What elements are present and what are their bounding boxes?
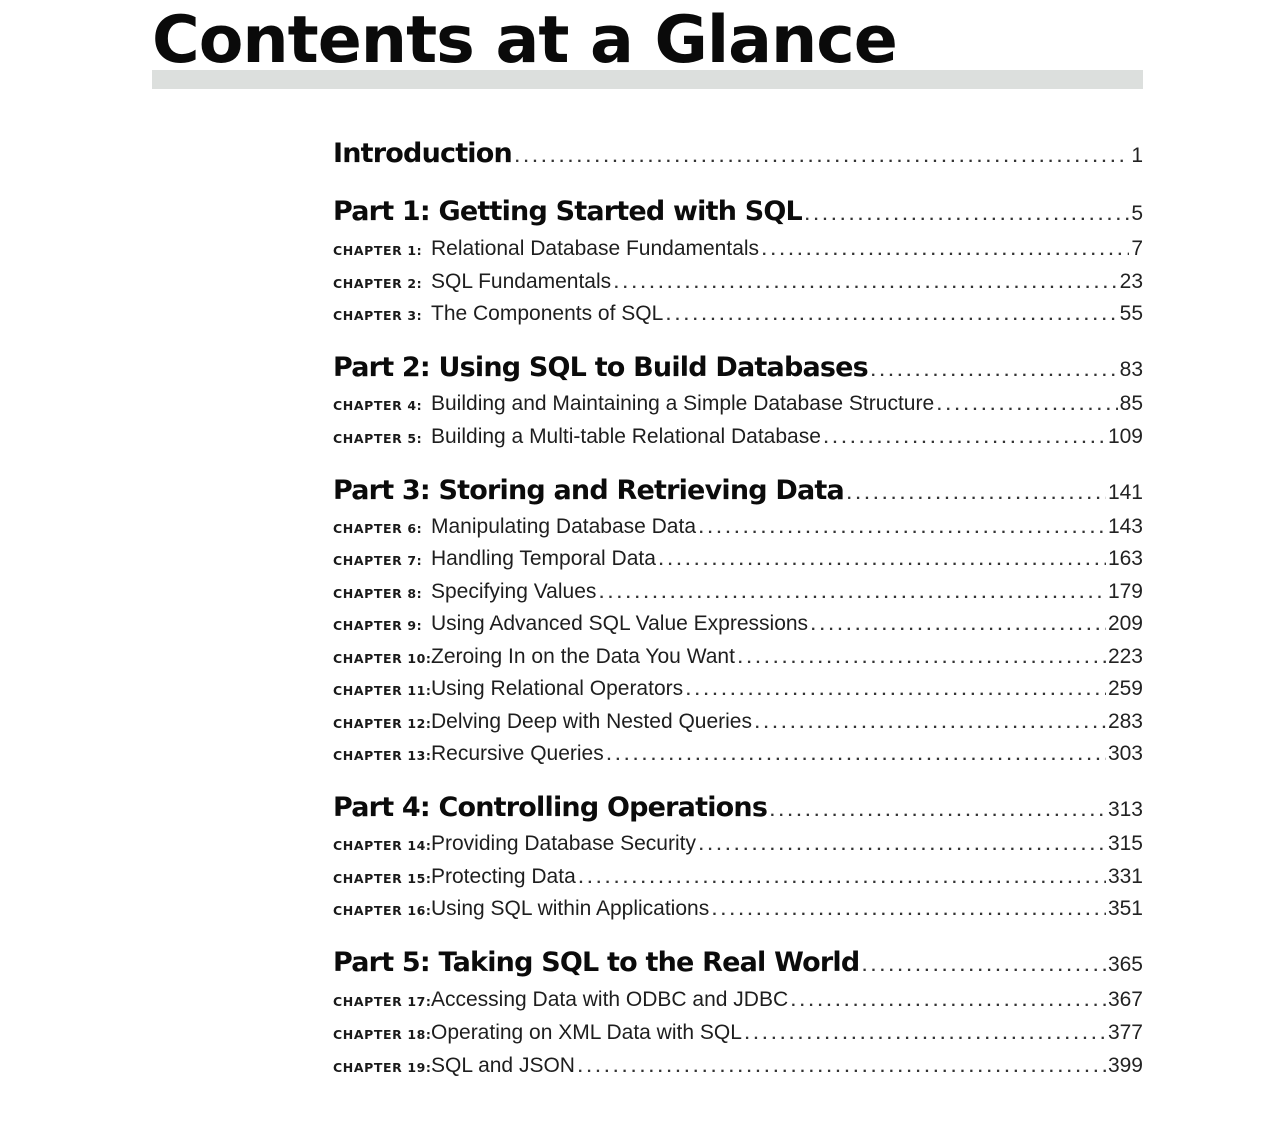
chapter-tag: CHAPTER 18: bbox=[333, 1027, 432, 1042]
chapter-title: Using Advanced SQL Value Expressions bbox=[431, 612, 809, 635]
chapter-tag: CHAPTER 1: bbox=[333, 243, 423, 258]
page-number: 55 bbox=[1119, 302, 1143, 325]
dot-leader bbox=[686, 682, 1106, 700]
toc-entry-introduction[interactable] bbox=[333, 138, 1143, 169]
page-number: 331 bbox=[1107, 865, 1143, 888]
chapter-title: Building and Maintaining a Simple Database Structure bbox=[431, 392, 935, 415]
chapter-title: Handling Temporal Data bbox=[431, 547, 656, 570]
dot-leader bbox=[762, 242, 1129, 260]
chapter-tag: CHAPTER 15: bbox=[333, 871, 432, 886]
chapter-title: The Components of SQL bbox=[431, 302, 664, 325]
dot-leader bbox=[871, 363, 1118, 381]
chapter-title: Relational Database Fundamentals bbox=[431, 237, 760, 260]
toc-entry-chapter-8[interactable] bbox=[333, 580, 1143, 604]
dot-leader bbox=[699, 520, 1106, 538]
chapter-tag: CHAPTER 16: bbox=[333, 903, 432, 918]
chapter-title: Protecting Data bbox=[431, 865, 576, 888]
page-number: 109 bbox=[1107, 425, 1143, 448]
chapter-title: Specifying Values bbox=[431, 580, 597, 603]
toc-entry-chapter-2[interactable] bbox=[333, 270, 1143, 294]
toc-entry-chapter-17[interactable] bbox=[333, 988, 1143, 1012]
page-number: 303 bbox=[1107, 742, 1143, 765]
dot-leader bbox=[755, 715, 1106, 733]
toc-entry-chapter-4[interactable] bbox=[333, 392, 1143, 416]
part-label: Part 5: Taking SQL to the Real World bbox=[333, 947, 860, 978]
dot-leader bbox=[811, 617, 1106, 635]
toc-entry-chapter-6[interactable] bbox=[333, 515, 1143, 539]
page-number: 143 bbox=[1107, 515, 1143, 538]
toc-entry-chapter-15[interactable] bbox=[333, 865, 1143, 889]
chapter-tag: CHAPTER 19: bbox=[333, 1060, 432, 1075]
toc-entry-chapter-5[interactable] bbox=[333, 425, 1143, 449]
chapter-title: Using Relational Operators bbox=[431, 677, 684, 700]
chapter-title: Manipulating Database Data bbox=[431, 515, 697, 538]
page-number: 23 bbox=[1119, 270, 1143, 293]
dot-leader bbox=[607, 747, 1106, 765]
dot-leader bbox=[699, 837, 1106, 855]
page-number: 223 bbox=[1107, 645, 1143, 668]
toc-entry-chapter-14[interactable] bbox=[333, 832, 1143, 856]
dot-leader bbox=[659, 552, 1106, 570]
chapter-tag: CHAPTER 8: bbox=[333, 586, 423, 601]
toc-entry-chapter-19[interactable] bbox=[333, 1054, 1143, 1078]
toc-entry-chapter-1[interactable] bbox=[333, 237, 1143, 261]
chapter-title: Providing Database Security bbox=[431, 832, 696, 855]
dot-leader bbox=[745, 1026, 1106, 1044]
dot-leader bbox=[614, 275, 1117, 293]
dot-leader bbox=[515, 149, 1129, 167]
chapter-tag: CHAPTER 3: bbox=[333, 308, 423, 323]
toc-entry-part-2[interactable] bbox=[333, 352, 1143, 383]
chapter-tag: CHAPTER 13: bbox=[333, 748, 432, 763]
page-number: 1 bbox=[1131, 144, 1143, 167]
chapter-title: Recursive Queries bbox=[431, 742, 604, 765]
chapter-title: Using SQL within Applications bbox=[431, 897, 710, 920]
dot-leader bbox=[862, 958, 1106, 976]
part-label: Part 1: Getting Started with SQL bbox=[333, 196, 802, 227]
page-number: 399 bbox=[1107, 1054, 1143, 1077]
chapter-title: Zeroing In on the Data You Want bbox=[431, 645, 735, 668]
page-number: 313 bbox=[1107, 798, 1143, 821]
page-number: 259 bbox=[1107, 677, 1143, 700]
page-number: 351 bbox=[1107, 897, 1143, 920]
toc-entry-part-1[interactable] bbox=[333, 196, 1143, 227]
chapter-tag: CHAPTER 11: bbox=[333, 683, 432, 698]
toc-entry-chapter-7[interactable] bbox=[333, 547, 1143, 571]
toc-entry-part-3[interactable] bbox=[333, 475, 1143, 506]
chapter-title: Operating on XML Data with SQL bbox=[431, 1021, 742, 1044]
page-number: 7 bbox=[1131, 237, 1143, 260]
page-number: 141 bbox=[1107, 481, 1143, 504]
page-number: 283 bbox=[1107, 710, 1143, 733]
chapter-tag: CHAPTER 2: bbox=[333, 276, 423, 291]
page-number: 367 bbox=[1107, 988, 1143, 1011]
chapter-tag: CHAPTER 5: bbox=[333, 431, 423, 446]
toc-entry-part-4[interactable] bbox=[333, 792, 1143, 823]
chapter-tag: CHAPTER 17: bbox=[333, 994, 432, 1009]
chapter-title: Building a Multi-table Relational Database bbox=[431, 425, 821, 448]
chapter-title: Accessing Data with ODBC and JDBC bbox=[431, 988, 789, 1011]
chapter-tag: CHAPTER 10: bbox=[333, 651, 432, 666]
page-number: 377 bbox=[1107, 1021, 1143, 1044]
dot-leader bbox=[712, 902, 1106, 920]
page-number: 163 bbox=[1107, 547, 1143, 570]
toc-entry-chapter-9[interactable] bbox=[333, 612, 1143, 636]
dot-leader bbox=[599, 585, 1106, 603]
page-title: Contents at a Glance bbox=[152, 3, 897, 78]
dot-leader bbox=[578, 1059, 1106, 1077]
dot-leader bbox=[770, 803, 1106, 821]
toc-entry-part-5[interactable] bbox=[333, 947, 1143, 978]
dot-leader bbox=[937, 397, 1118, 415]
toc-entry-chapter-18[interactable] bbox=[333, 1021, 1143, 1045]
dot-leader bbox=[738, 650, 1106, 668]
dot-leader bbox=[805, 207, 1129, 225]
toc-entry-chapter-10[interactable] bbox=[333, 645, 1143, 669]
dot-leader bbox=[666, 307, 1117, 325]
part-label: Part 4: Controlling Operations bbox=[333, 792, 768, 823]
dot-leader bbox=[579, 870, 1106, 888]
toc-entry-chapter-12[interactable] bbox=[333, 710, 1143, 734]
chapter-tag: CHAPTER 12: bbox=[333, 716, 432, 731]
dot-leader bbox=[847, 486, 1106, 504]
page-number: 5 bbox=[1131, 202, 1143, 225]
part-label: Part 2: Using SQL to Build Databases bbox=[333, 352, 868, 383]
toc-entry-chapter-11[interactable] bbox=[333, 677, 1143, 701]
page-number: 315 bbox=[1107, 832, 1143, 855]
chapter-tag: CHAPTER 9: bbox=[333, 618, 423, 633]
page-number: 83 bbox=[1119, 358, 1143, 381]
chapter-tag: CHAPTER 7: bbox=[333, 553, 423, 568]
toc-entry-chapter-13[interactable] bbox=[333, 742, 1143, 766]
chapter-tag: CHAPTER 14: bbox=[333, 838, 432, 853]
page-number: 179 bbox=[1107, 580, 1143, 603]
dot-leader bbox=[824, 430, 1106, 448]
toc-entry-chapter-16[interactable] bbox=[333, 897, 1143, 921]
chapter-tag: CHAPTER 4: bbox=[333, 398, 423, 413]
chapter-tag: CHAPTER 6: bbox=[333, 521, 423, 536]
page-number: 209 bbox=[1107, 612, 1143, 635]
chapter-title: Delving Deep with Nested Queries bbox=[431, 710, 752, 733]
chapter-title: SQL and JSON bbox=[431, 1054, 575, 1077]
part-label: Part 3: Storing and Retrieving Data bbox=[333, 475, 844, 506]
part-label: Introduction bbox=[333, 138, 512, 169]
dot-leader bbox=[791, 993, 1106, 1011]
toc-entry-chapter-3[interactable] bbox=[333, 302, 1143, 326]
chapter-title: SQL Fundamentals bbox=[431, 270, 612, 293]
page-number: 365 bbox=[1107, 953, 1143, 976]
page-number: 85 bbox=[1119, 392, 1143, 415]
